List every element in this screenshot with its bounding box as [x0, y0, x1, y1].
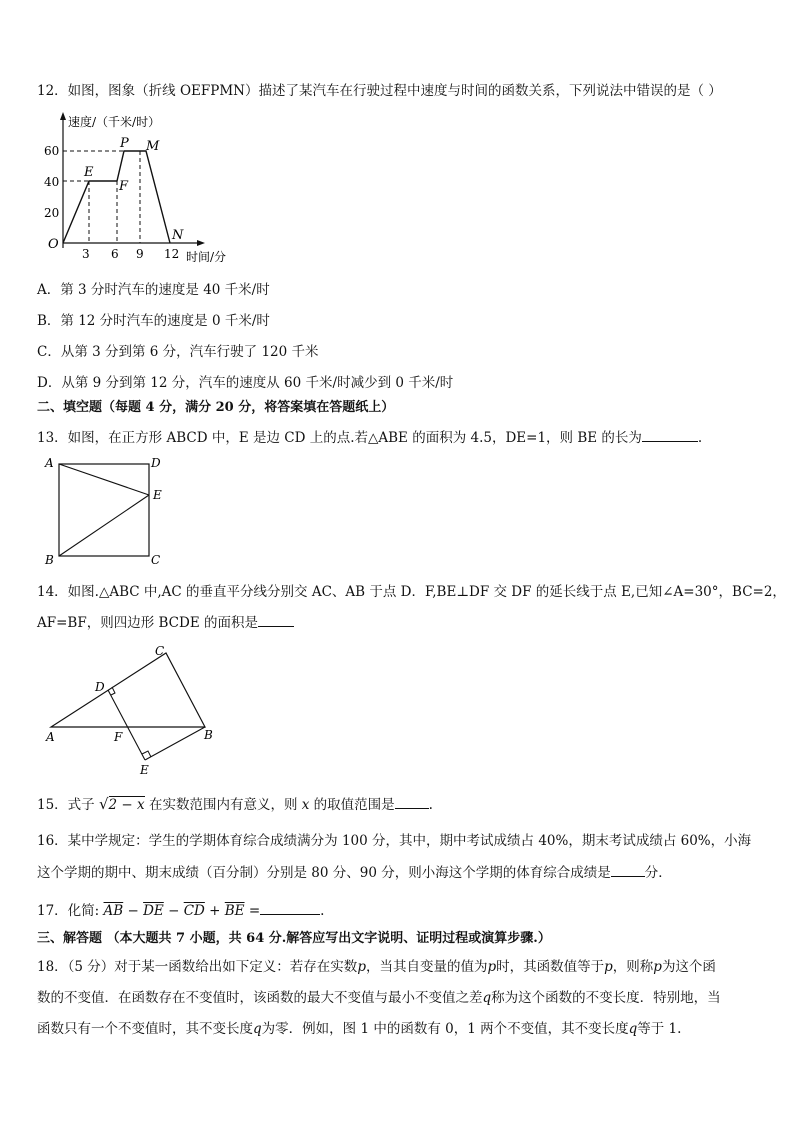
q15-stem: 15．式子 √2 − x 在实数范围内有意义，则 x 的取值范围是 . — [37, 795, 433, 813]
x-axis-arrow-icon — [197, 240, 205, 246]
q15-answer-blank[interactable] — [395, 795, 429, 809]
q17-answer-blank[interactable] — [260, 901, 320, 915]
point-P: P — [120, 136, 129, 151]
point-E: E — [84, 165, 94, 180]
q18-line3: 函数只有一个不变值时，其不变长度q为零．例如，图 1 中的函数有 0，1 两个不变值，其不变长度q等于 1. — [37, 1021, 682, 1037]
y-axis-label: 速度/（千米/时） — [68, 115, 161, 129]
label-D: D — [95, 680, 105, 694]
q14-answer-blank[interactable] — [258, 613, 294, 627]
q15-radicand: 2 − x — [108, 797, 145, 813]
label-B: B — [45, 553, 54, 567]
q13-answer-blank[interactable] — [642, 428, 698, 442]
q14-line2: AF=BF，则四边形 BCDE 的面积是 — [37, 613, 294, 632]
point-M: M — [146, 139, 160, 154]
x-tick-6: 6 — [111, 247, 119, 261]
section-3-heading: 三、解答题 （本大题共 7 小题，共 64 分.解答应写出文字说明、证明过程或演算步骤.） — [37, 931, 551, 946]
q13-text: 13．如图，在正方形 ABCD 中，E 是边 CD 上的点.若△ABE 的面积为 4.5，DE=1，则 BE 的长为 — [37, 430, 642, 446]
x-tick-12: 12 — [164, 247, 180, 261]
q18-line2: 数的不变值．在函数存在不变值时，该函数的最大不变值与最小不变值之差q称为这个函数的不变长度．特别地，当 — [37, 990, 721, 1006]
q13-square-figure — [42, 452, 172, 570]
q17-stem: 17．化简: $\overline{AB} - \overline{DE} - \overline{CD} + \overline{BE}$ = . — [37, 903, 325, 919]
q12-option-d: D．从第 9 分到第 12 分，汽车的速度从 60 千米/时减少到 0 千米/时 — [37, 375, 454, 391]
q12-speed-time-graph — [38, 108, 278, 268]
label-F: F — [114, 730, 123, 744]
section-2-heading: 二、填空题（每题 4 分，满分 20 分，将答案填在答题纸上） — [37, 400, 395, 415]
label-C: C — [151, 553, 161, 567]
x-tick-3: 3 — [82, 247, 90, 261]
q14-triangle-figure — [38, 643, 228, 778]
y-tick-40: 40 — [44, 175, 60, 189]
vector-ab: $\overline{AB}$ — [103, 903, 124, 919]
vector-de: $\overline{DE}$ — [143, 903, 164, 919]
q16-answer-blank[interactable] — [611, 863, 645, 877]
q12-option-c: C．从第 3 分到第 6 分，汽车行驶了 120 千米 — [37, 344, 319, 360]
q13-stem: 13．如图，在正方形 ABCD 中，E 是边 CD 上的点.若△ABE 的面积为 4.5，DE=1，则 BE 的长为 . — [37, 430, 703, 446]
label-A: A — [45, 456, 54, 470]
origin-label: O — [48, 237, 59, 252]
y-axis-arrow-icon — [60, 112, 66, 120]
x-tick-9: 9 — [136, 247, 144, 261]
y-tick-60: 60 — [44, 144, 60, 158]
q16-line1: 16．某中学规定：学生的学期体育综合成绩满分为 100 分，其中，期中考试成绩占 40%，期末考试成绩占 60%，小海 — [37, 833, 752, 849]
label-E: E — [153, 488, 162, 502]
x-axis-label: 时间/分 — [186, 250, 227, 264]
q18-line1: 18．（5 分）对于某一函数给出如下定义：若存在实数p，当其自变量的值为p时，其函数值等于p，则称p为这个函 — [37, 959, 716, 975]
label-C: C — [155, 644, 165, 658]
q16-line2: 这个学期的期中、期末成绩（百分制）分别是 80 分、90 分，则小海这个学期的体育综合成绩是 分． — [37, 865, 672, 881]
q12-option-a: A．第 3 分时汽车的速度是 40 千米/时 — [37, 282, 270, 298]
y-tick-20: 20 — [44, 206, 60, 220]
q12-option-b: B．第 12 分时汽车的速度是 0 千米/时 — [37, 313, 270, 329]
vector-be: $\overline{BE}$ — [224, 903, 245, 919]
label-E: E — [140, 763, 149, 777]
q14-line1: 14．如图.△ABC 中,AC 的垂直平分线分别交 AC、AB 于点 D．F,BE⊥DF 交 DF 的延长线于点 E,已知∠A=30°，BC=2， — [37, 584, 786, 600]
point-N: N — [172, 228, 184, 243]
point-F: F — [119, 179, 129, 194]
label-B: B — [204, 728, 213, 742]
vector-cd: $\overline{CD}$ — [183, 903, 205, 919]
q12-stem: 12．如图，图象（折线 OEFPMN）描述了某汽车在行驶过程中速度与时间的函数关系，下列说法中错误的是（ ） — [37, 83, 722, 99]
sqrt-icon: √ — [98, 795, 109, 813]
label-D: D — [151, 456, 161, 470]
label-A: A — [46, 730, 55, 744]
